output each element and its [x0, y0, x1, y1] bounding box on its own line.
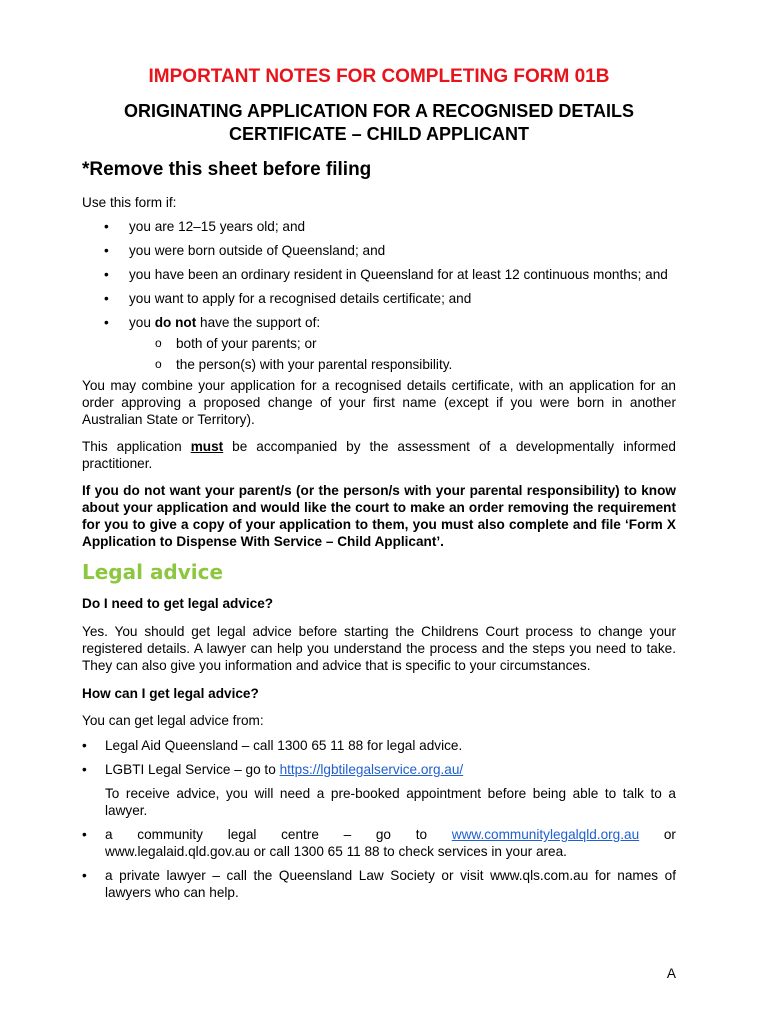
source-lgbti: • LGBTI Legal Service – go to https://lgbtilegalservice.org.au/	[82, 762, 464, 777]
support-subitem: o both of your parents; or	[155, 336, 317, 351]
support-subitem: o the person(s) with your parental responsibility.	[155, 357, 453, 372]
community-line2: www.legalaid.qld.gov.au or call 1300 65 11 88 to check services in your area.	[105, 844, 567, 859]
advice-sources-list	[82, 737, 676, 778]
question-need-advice: Do I need to get legal advice?	[82, 596, 274, 611]
lgbti-note: To receive advice, you will need a pre-booked appointment before being able to talk to a lawyer.	[105, 786, 676, 818]
question-how-advice: How can I get legal advice?	[82, 686, 259, 701]
warning-paragraph: If you do not want your parent/s (or the person/s with your parental responsibility) to know about your application and would like the court to make an order removing the requirement for you to give a copy of your application to them, you must also complete and file ‘Form X Application to Dispense With Service – Child Applicant’.	[82, 483, 676, 549]
form-notes-page	[82, 66, 676, 908]
condition-item: • you were born outside of Queensland; and	[104, 243, 386, 258]
bullet-icon: •	[82, 827, 87, 842]
form-title	[82, 100, 676, 146]
legal-advice-heading: Legal advice	[82, 560, 224, 584]
accompany-paragraph: This application must be accompanied by the assessment of a developmentally informed practitioner.	[82, 439, 676, 471]
answer-how-advice: You can get legal advice from:	[82, 713, 264, 728]
bullet-icon: •	[104, 315, 109, 330]
lgbti-link[interactable]: https://lgbtilegalservice.org.au/	[279, 762, 464, 777]
support-sublist	[129, 335, 676, 373]
community-line1: a community legal centre – go to www.communitylegalqld.org.au or	[105, 827, 676, 842]
remove-notice: *Remove this sheet before filing	[82, 159, 372, 180]
condition-item: • you have been an ordinary resident in Queensland for at least 12 continuous months; and	[104, 267, 668, 282]
conditions-list	[82, 218, 676, 373]
bullet-icon: •	[104, 243, 109, 258]
source-legal-aid: • Legal Aid Queensland – call 1300 65 11 88 for legal advice.	[82, 738, 463, 753]
answer-need-advice: Yes. You should get legal advice before starting the Childrens Court process to change your registered details. A lawyer can help you understand the process and the steps you need to take. They can also give you information and advice that is specific to your circumstances.	[82, 624, 676, 673]
community-legal-link[interactable]: www.communitylegalqld.org.au	[451, 827, 640, 842]
condition-item-support: • you do not have the support of: o both of your parents; or o the person(s) with your parental responsibility.	[82, 314, 676, 373]
bullet-icon: •	[104, 219, 109, 234]
bullet-icon: •	[104, 291, 109, 306]
form-title-line1: ORIGINATING APPLICATION FOR A RECOGNISED DETAILS	[123, 101, 634, 121]
bullet-icon: •	[104, 267, 109, 282]
sub-bullet-icon: o	[155, 357, 162, 371]
sub-bullet-icon: o	[155, 336, 162, 350]
condition-item: • you want to apply for a recognised details certificate; and	[104, 291, 472, 306]
source-community	[82, 826, 676, 860]
form-title-line2: CERTIFICATE – CHILD APPLICANT	[229, 124, 529, 144]
bullet-icon: •	[82, 762, 87, 777]
condition-item: • you are 12–15 years old; and	[104, 219, 306, 234]
notes-title: IMPORTANT NOTES FOR COMPLETING FORM 01B	[148, 66, 610, 87]
source-private-lawyer: • a private lawyer – call the Queensland Law Society or visit www.qls.com.au for names of lawyers who can help.	[82, 868, 676, 900]
use-intro: Use this form if:	[82, 195, 177, 210]
page-marker: A	[666, 966, 676, 981]
bullet-icon: •	[82, 868, 87, 883]
advice-sources-list-cont	[82, 826, 676, 901]
bullet-icon: •	[82, 738, 87, 753]
combine-paragraph: You may combine your application for a recognised details certificate, with an application for an order approving a proposed change of your first name (except if you were born in another Australian State or Territory).	[82, 378, 676, 427]
